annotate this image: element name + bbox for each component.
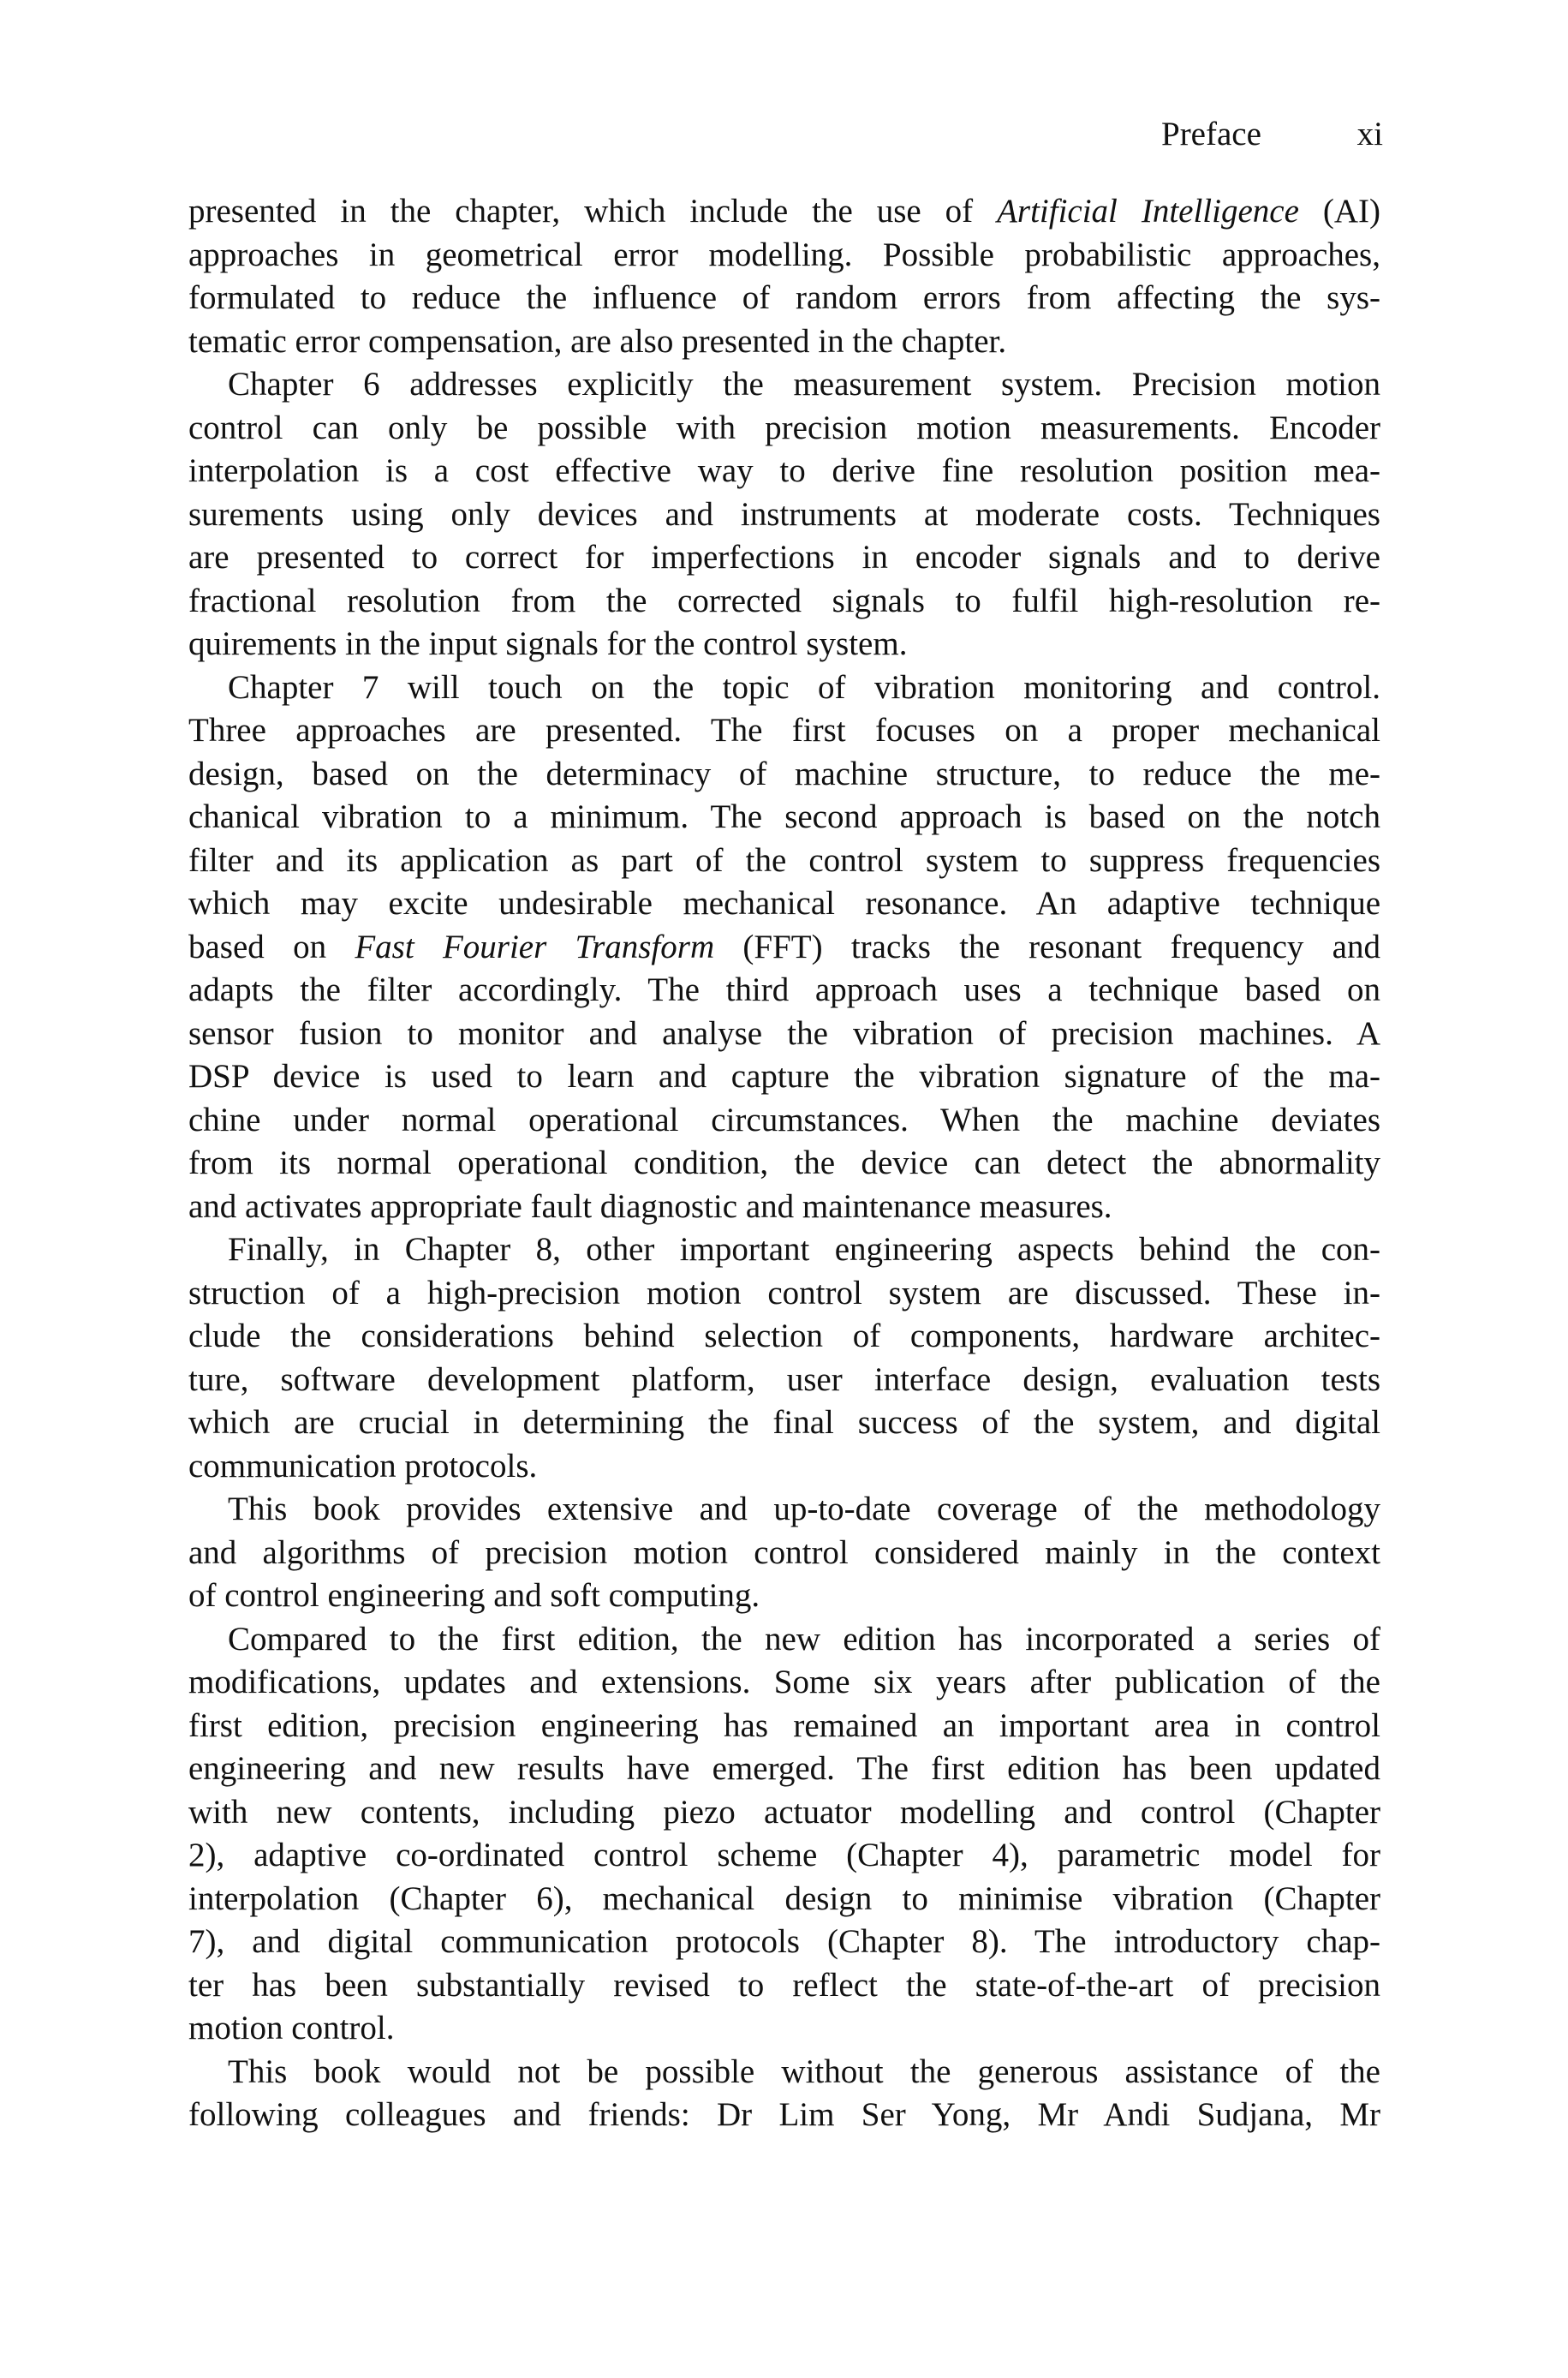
- text-run: following colleagues and friends: Dr Lim Ser Yong, Mr Andi Sudjana, Mr: [188, 2096, 1380, 2133]
- text-run: which may excite undesirable mechanical resonance. An adaptive technique: [188, 885, 1380, 922]
- text-line: [188, 882, 1380, 926]
- text-line: [188, 1834, 1380, 1878]
- text-line: [188, 1748, 1380, 1791]
- text-run: surements using only devices and instruments at moderate costs. Techniques: [188, 495, 1380, 533]
- text-run: quirements in the input signals for the control system.: [188, 625, 908, 662]
- text-line: [188, 1099, 1380, 1143]
- text-run: Chapter 7 will touch on the topic of vibration monitoring and control.: [228, 668, 1380, 706]
- italic-text: Artificial Intelligence: [997, 193, 1299, 230]
- text-run: Chapter 6 addresses explicitly the measurement system. Precision motion: [228, 366, 1380, 403]
- text-line: [188, 1964, 1380, 2008]
- text-line: [188, 234, 1380, 278]
- text-run: tematic error compensation, are also presented in the chapter.: [188, 322, 1007, 360]
- text-line: [188, 1488, 1380, 1532]
- text-line: [188, 277, 1380, 320]
- text-line: [188, 580, 1380, 624]
- text-line: [188, 1186, 1380, 1229]
- text-run: struction of a high-precision motion control system are discussed. These in-: [188, 1274, 1380, 1311]
- text-line: [188, 363, 1380, 407]
- italic-text: Fast Fourier Transform: [355, 928, 715, 965]
- text-line: [188, 536, 1380, 580]
- text-line: [188, 190, 1380, 234]
- running-header: [1148, 115, 1383, 158]
- text-run: from its normal operational condition, the device can detect the abnormality: [188, 1144, 1380, 1181]
- text-line: [188, 623, 1380, 666]
- text-run: (AI): [1298, 193, 1380, 230]
- text-run: 2), adaptive co-ordinated control scheme (Chapter 4), parametric model for: [188, 1837, 1380, 1873]
- text-run: of control engineering and soft computing.: [188, 1577, 760, 1614]
- text-line: [188, 1878, 1380, 1921]
- running-header-title: Preface: [1161, 116, 1261, 152]
- text-run: Compared to the first edition, the new edition has incorporated a series of: [228, 1620, 1380, 1658]
- text-run: with new contents, including piezo actuator modelling and control (Chapter: [188, 1793, 1380, 1831]
- text-run: chanical vibration to a minimum. The second approach is based on the notch: [188, 798, 1380, 835]
- text-line: [188, 2007, 1380, 2051]
- text-line: [188, 1618, 1380, 1662]
- text-line: [188, 320, 1380, 364]
- text-line: [188, 1661, 1380, 1705]
- text-line: [188, 1574, 1380, 1618]
- text-line: [188, 1359, 1380, 1402]
- text-line: [188, 1705, 1380, 1748]
- text-run: This book provides extensive and up-to-date coverage of the methodology: [228, 1491, 1380, 1527]
- text-line: [188, 1401, 1380, 1445]
- text-run: Finally, in Chapter 8, other important engineering aspects behind the con-: [228, 1231, 1380, 1268]
- text-run: ter has been substantially revised to reflect the state-of-the-art of precision: [188, 1966, 1380, 2004]
- text-line: [188, 796, 1380, 839]
- text-line: [188, 969, 1380, 1013]
- text-line: [188, 450, 1380, 493]
- text-run: Three approaches are presented. The first focuses on a proper mechanical: [188, 712, 1380, 749]
- text-line: [188, 1142, 1380, 1186]
- text-run: chine under normal operational circumstances. When the machine deviates: [188, 1101, 1380, 1138]
- text-run: adapts the filter accordingly. The third approach uses a technique based on: [188, 971, 1380, 1008]
- text-line: [188, 839, 1380, 883]
- text-run: ture, software development platform, user interface design, evaluation tests: [188, 1360, 1380, 1398]
- body-text: [188, 190, 1380, 2137]
- text-run: and algorithms of precision motion control considered mainly in the context: [188, 1533, 1380, 1571]
- text-run: control can only be possible with precision motion measurements. Encoder: [188, 409, 1380, 446]
- text-line: [188, 926, 1380, 970]
- text-run: DSP device is used to learn and capture the vibration signature of the ma-: [188, 1058, 1380, 1095]
- text-line: [188, 1532, 1380, 1575]
- text-line: [188, 709, 1380, 753]
- text-run: communication protocols.: [188, 1447, 538, 1485]
- text-run: (FFT) tracks the resonant frequency and: [714, 928, 1380, 965]
- text-run: and activates appropriate fault diagnostic and maintenance measures.: [188, 1187, 1112, 1225]
- text-line: [188, 1055, 1380, 1099]
- text-line: [188, 407, 1380, 451]
- text-run: formulated to reduce the influence of random errors from affecting the sys-: [188, 279, 1380, 316]
- text-run: engineering and new results have emerged. The first edition has been updated: [188, 1750, 1380, 1787]
- text-line: [188, 666, 1380, 710]
- text-line: [188, 1013, 1380, 1056]
- text-run: which are crucial in determining the final success of the system, and digital: [188, 1404, 1380, 1441]
- text-run: clude the considerations behind selection of components, hardware architec-: [188, 1317, 1380, 1354]
- text-line: [188, 1791, 1380, 1835]
- text-run: This book would not be possible without the generous assistance of the: [228, 2052, 1380, 2090]
- text-run: interpolation (Chapter 6), mechanical design to minimise vibration (Chapter: [188, 1879, 1380, 1917]
- text-line: [188, 1445, 1380, 1489]
- text-run: fractional resolution from the corrected signals to fulfil high-resolution re-: [188, 582, 1380, 619]
- text-line: [188, 753, 1380, 797]
- page-number: xi: [1356, 116, 1383, 152]
- text-run: modifications, updates and extensions. Some six years after publication of the: [188, 1664, 1380, 1700]
- text-line: [188, 1315, 1380, 1359]
- text-line: [188, 2094, 1380, 2137]
- text-run: interpolation is a cost effective way to derive fine resolution position mea-: [188, 452, 1380, 489]
- text-line: [188, 1272, 1380, 1316]
- text-run: design, based on the determinacy of machine structure, to reduce the me-: [188, 755, 1380, 792]
- text-line: [188, 1228, 1380, 1272]
- text-run: are presented to correct for imperfections in encoder signals and to derive: [188, 539, 1380, 576]
- text-line: [188, 493, 1380, 537]
- text-run: based on: [188, 928, 355, 965]
- text-run: motion control.: [188, 2010, 395, 2046]
- text-run: approaches in geometrical error modelling. Possible probabilistic approaches,: [188, 236, 1380, 273]
- text-run: sensor fusion to monitor and analyse the vibration of precision machines. A: [188, 1014, 1380, 1052]
- text-run: filter and its application as part of the control system to suppress frequencies: [188, 841, 1380, 879]
- text-line: [188, 2051, 1380, 2094]
- text-run: first edition, precision engineering has remained an important area in control: [188, 1706, 1380, 1744]
- text-line: [188, 1921, 1380, 1964]
- text-run: presented in the chapter, which include the use of: [188, 193, 998, 230]
- text-run: 7), and digital communication protocols (Chapter 8). The introductory chap-: [188, 1923, 1380, 1960]
